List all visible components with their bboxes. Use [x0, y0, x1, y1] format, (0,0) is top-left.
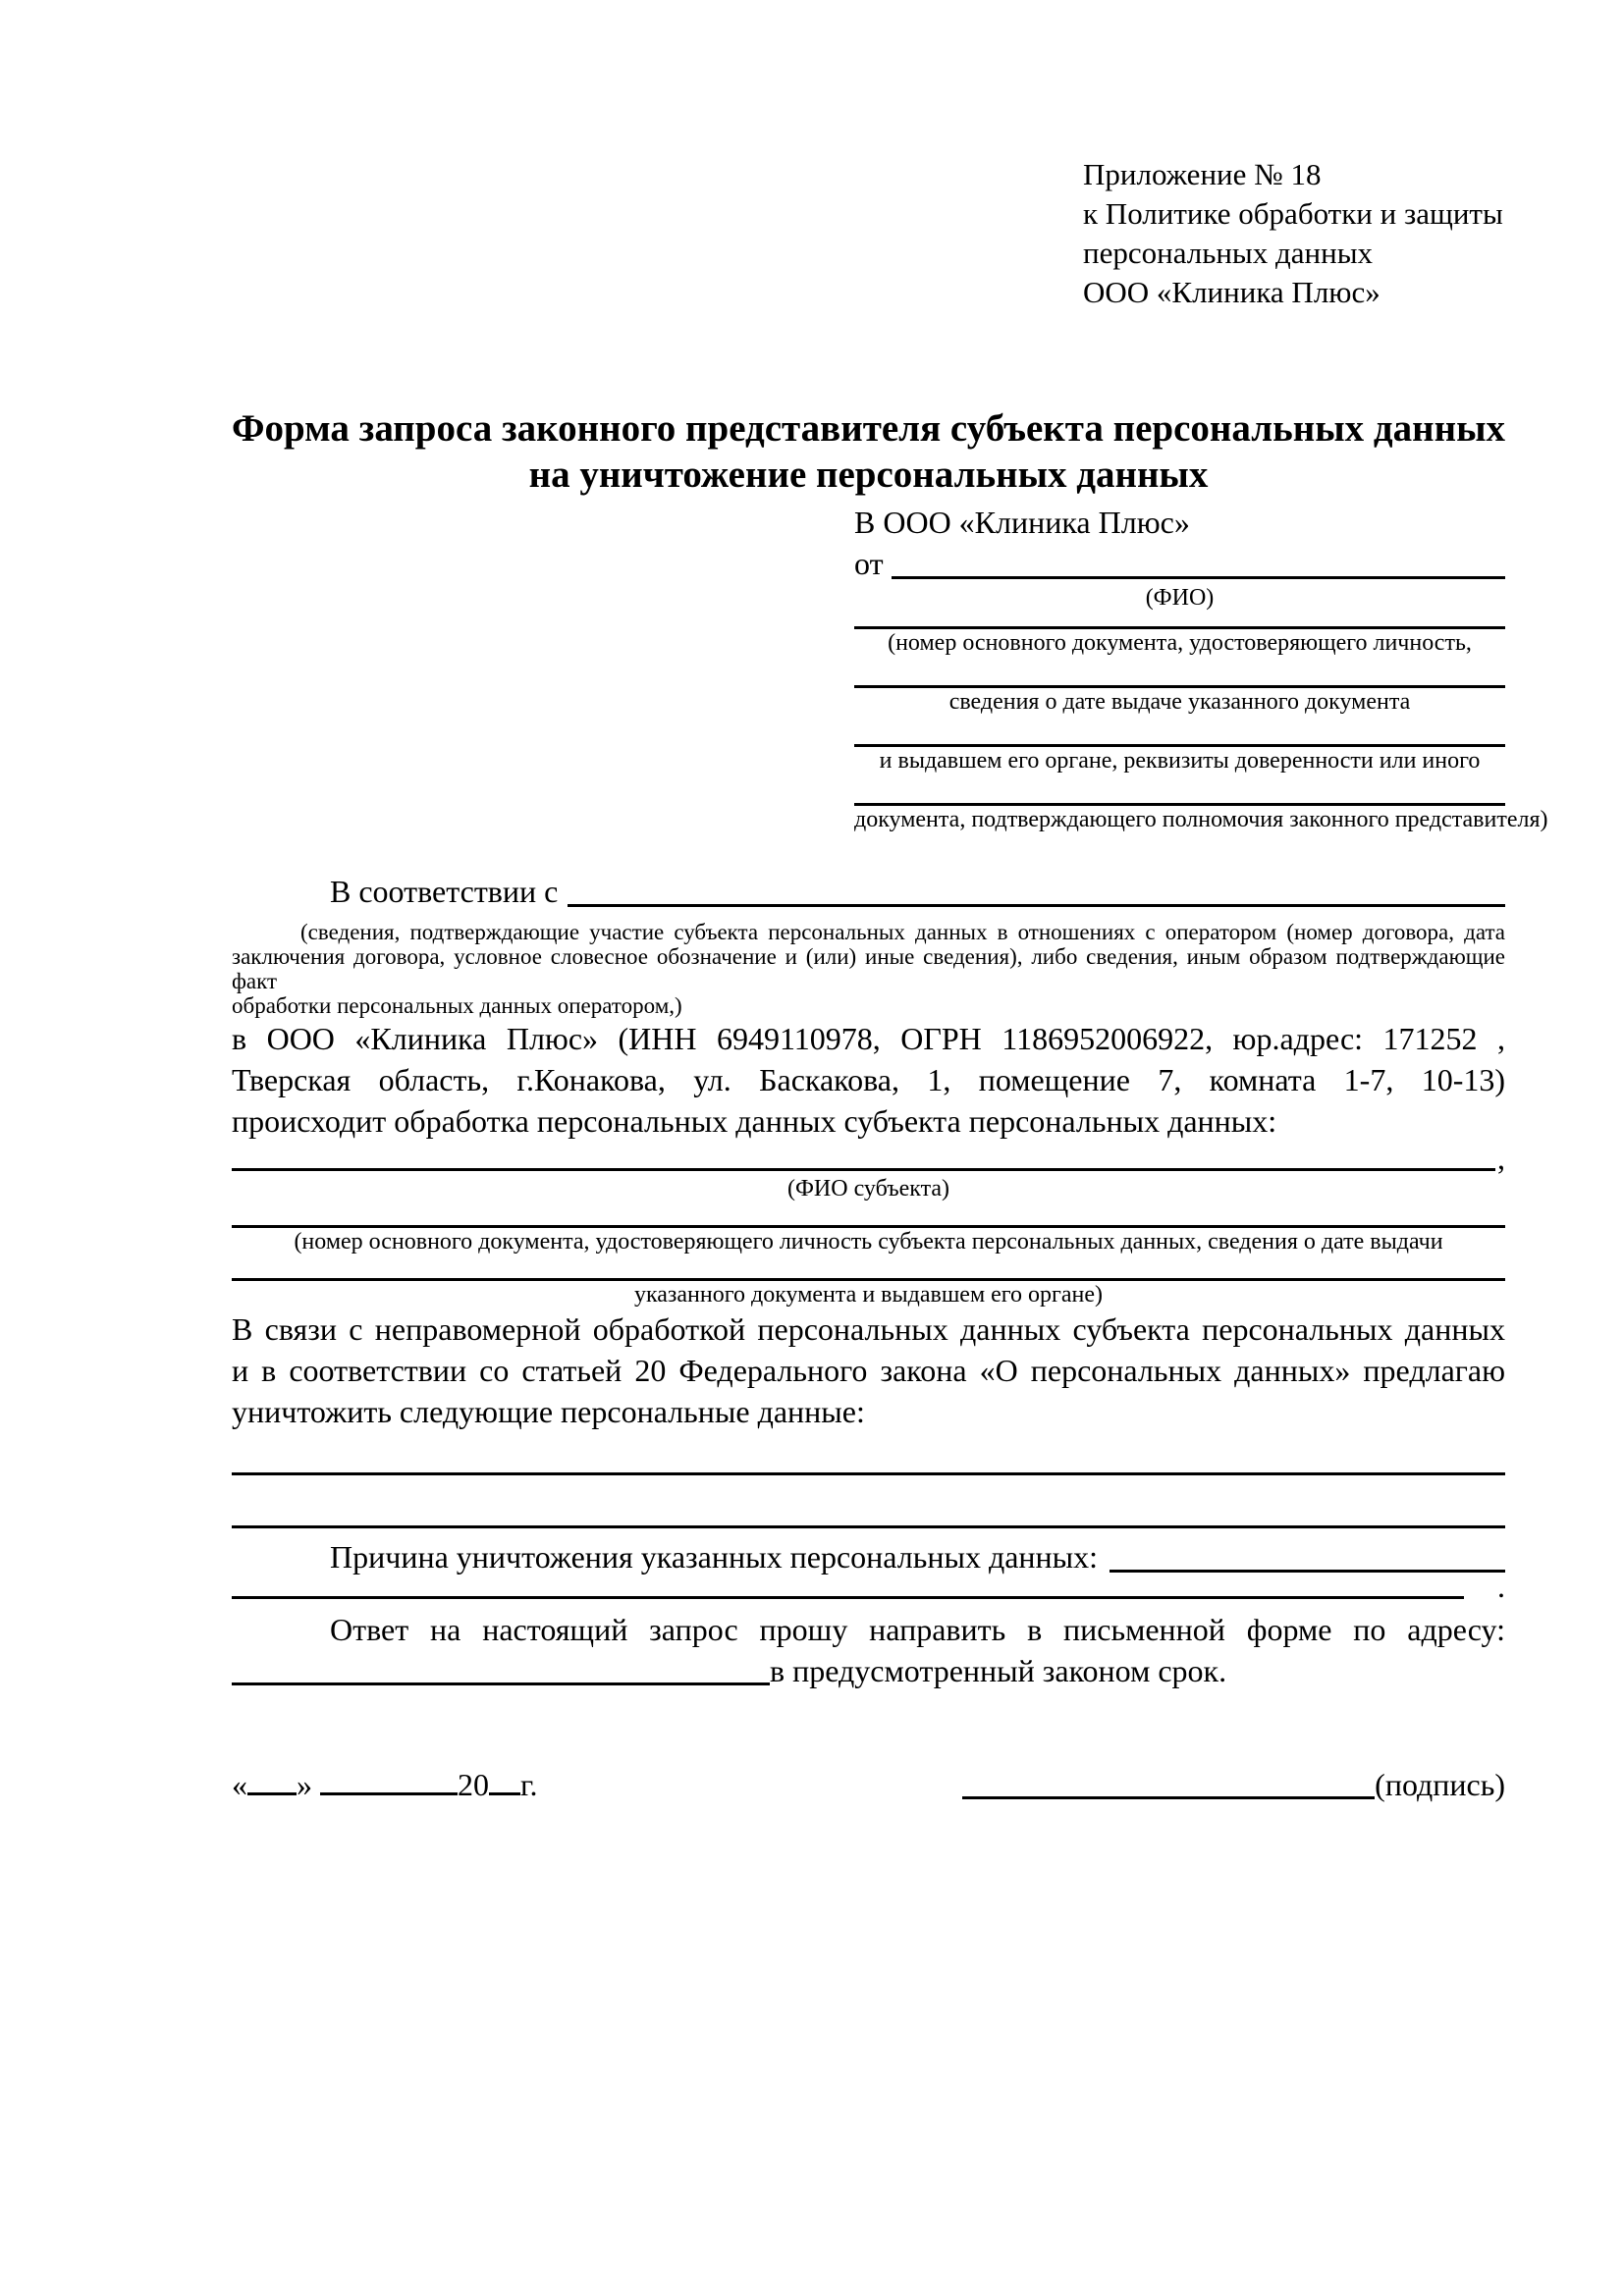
- accordance-input-line[interactable]: [568, 904, 1505, 907]
- fio-caption: (ФИО): [1145, 585, 1215, 611]
- data-blank-line-1[interactable]: [232, 1454, 1505, 1475]
- form-title: [232, 405, 1505, 498]
- reason-label: Причина уничтожения указанных персональных данных:: [330, 1539, 1099, 1575]
- id-field-line-4[interactable]: [854, 788, 1505, 806]
- subject-fio-input-line[interactable]: [232, 1168, 1495, 1171]
- accordance-lead: В соответствии с: [330, 874, 559, 909]
- addressee-block: [854, 502, 1548, 833]
- reason-input-line[interactable]: [1110, 1570, 1505, 1573]
- operator-line-1: в ООО «Клиника Плюс» (ИНН 6949110978, ОГРН 1186952006922, юр.адрес: 171252 ,: [232, 1021, 1505, 1056]
- appendix-header-line: Приложение № 18: [1083, 157, 1322, 191]
- accordance-note-line-1: (сведения, подтверждающие участие субъекта персональных данных в отношениях с оператором (номер договора, дата: [300, 920, 1505, 944]
- document-content: [232, 0, 1548, 1805]
- appendix-header-line: персональных данных: [1083, 236, 1374, 270]
- reason-continuation-row: [232, 1569, 1505, 1604]
- answer-address-row: [232, 1650, 1505, 1691]
- id-field-group: [854, 612, 1505, 657]
- appendix-header-line: к Политике обработки и защиты: [1083, 196, 1503, 231]
- subject-fio-caption: (ФИО субъекта): [786, 1176, 950, 1201]
- day-input-line[interactable]: [247, 1792, 297, 1795]
- signature-caption: (подпись): [1375, 1767, 1505, 1802]
- reason-row: [232, 1536, 1505, 1577]
- reason-blank-line[interactable]: [232, 1596, 1464, 1599]
- accordance-note: [232, 920, 1505, 1018]
- request-line-3: уничтожить следующие персональные данные:: [232, 1394, 865, 1429]
- id-field-caption-3: и выдавшем его органе, реквизиты доверенности или иного: [879, 748, 1481, 774]
- address-input-line[interactable]: [232, 1682, 770, 1685]
- request-line-2: и в соответствии со статьей 20 Федерального закона «О персональных данных» предлагаю: [232, 1353, 1505, 1388]
- id-field-line-3[interactable]: [854, 729, 1505, 747]
- year-prefix: 20: [458, 1767, 489, 1802]
- from-label: от: [854, 546, 884, 581]
- accordance-note-line-3: обработки персональных данных оператором,): [232, 993, 682, 1018]
- operator-paragraph: [232, 1018, 1505, 1142]
- operator-line-2: Тверская область, г.Конакова, ул. Баскакова, 1, помещение 7, комната 1-7, 10-13): [232, 1062, 1505, 1097]
- year-input-line[interactable]: [489, 1792, 520, 1795]
- signature-input-line[interactable]: [962, 1796, 1375, 1799]
- operator-line-3: происходит обработка персональных данных субъекта персональных данных:: [232, 1103, 1277, 1139]
- footer-row: [232, 1764, 1505, 1805]
- accordance-row: [232, 871, 1505, 912]
- subject-doc-input-line-1[interactable]: [232, 1202, 1505, 1228]
- signature-group: [962, 1764, 1505, 1805]
- id-field-caption-4: документа, подтверждающего полномочия законного представителя): [854, 807, 1548, 832]
- date-quote-close: »: [297, 1767, 312, 1802]
- appendix-header: [1083, 155, 1505, 312]
- data-blank-line-2[interactable]: [232, 1507, 1505, 1528]
- form-title-line-2: на уничтожение персональных данных: [528, 454, 1209, 496]
- appendix-header-line: ООО «Клиника Плюс»: [1083, 275, 1380, 309]
- subject-fio-row: [232, 1142, 1505, 1175]
- subject-comma: ,: [1497, 1141, 1505, 1176]
- reason-period: .: [1497, 1569, 1505, 1604]
- date-quote-open: «: [232, 1767, 247, 1802]
- answer-tail: в предусмотренный законом срок.: [770, 1653, 1227, 1688]
- request-line-1: В связи с неправомерной обработкой персональных данных субъекта персональных данных: [232, 1311, 1505, 1347]
- subject-doc-input-line-2[interactable]: [232, 1255, 1505, 1281]
- year-suffix: г.: [520, 1767, 538, 1802]
- from-name-input-line[interactable]: [892, 576, 1505, 579]
- answer-line: Ответ на настоящий запрос прошу направить в письменной форме по адресу:: [330, 1612, 1505, 1647]
- id-field-line-1[interactable]: [854, 612, 1505, 629]
- accordance-note-line-2: заключения договора, условное словесное обозначение и (или) иные сведения), либо сведения, иным образом подтверждающие факт: [232, 944, 1505, 993]
- id-field-caption-1: (номер основного документа, удостоверяющего личность,: [888, 630, 1472, 656]
- month-input-line[interactable]: [320, 1792, 458, 1795]
- form-title-line-1: Форма запроса законного представителя субъекта персональных данных: [232, 407, 1506, 450]
- id-field-group: [854, 670, 1505, 716]
- id-field-line-2[interactable]: [854, 670, 1505, 688]
- id-field-group: [854, 729, 1505, 774]
- id-field-caption-2: сведения о дате выдаче указанного документа: [948, 689, 1411, 715]
- subject-doc-caption-1: (номер основного документа, удостоверяющего личность субъекта персональных данных, сведения о дате выдачи: [294, 1229, 1443, 1255]
- addressee-org: В ООО «Клиника Плюс»: [854, 505, 1190, 540]
- subject-doc-caption-2: указанного документа и выдавшем его органе): [633, 1282, 1104, 1308]
- from-row: [854, 543, 1505, 584]
- request-paragraph: [232, 1308, 1505, 1432]
- date-group: [232, 1764, 538, 1805]
- id-field-group: [854, 788, 1548, 833]
